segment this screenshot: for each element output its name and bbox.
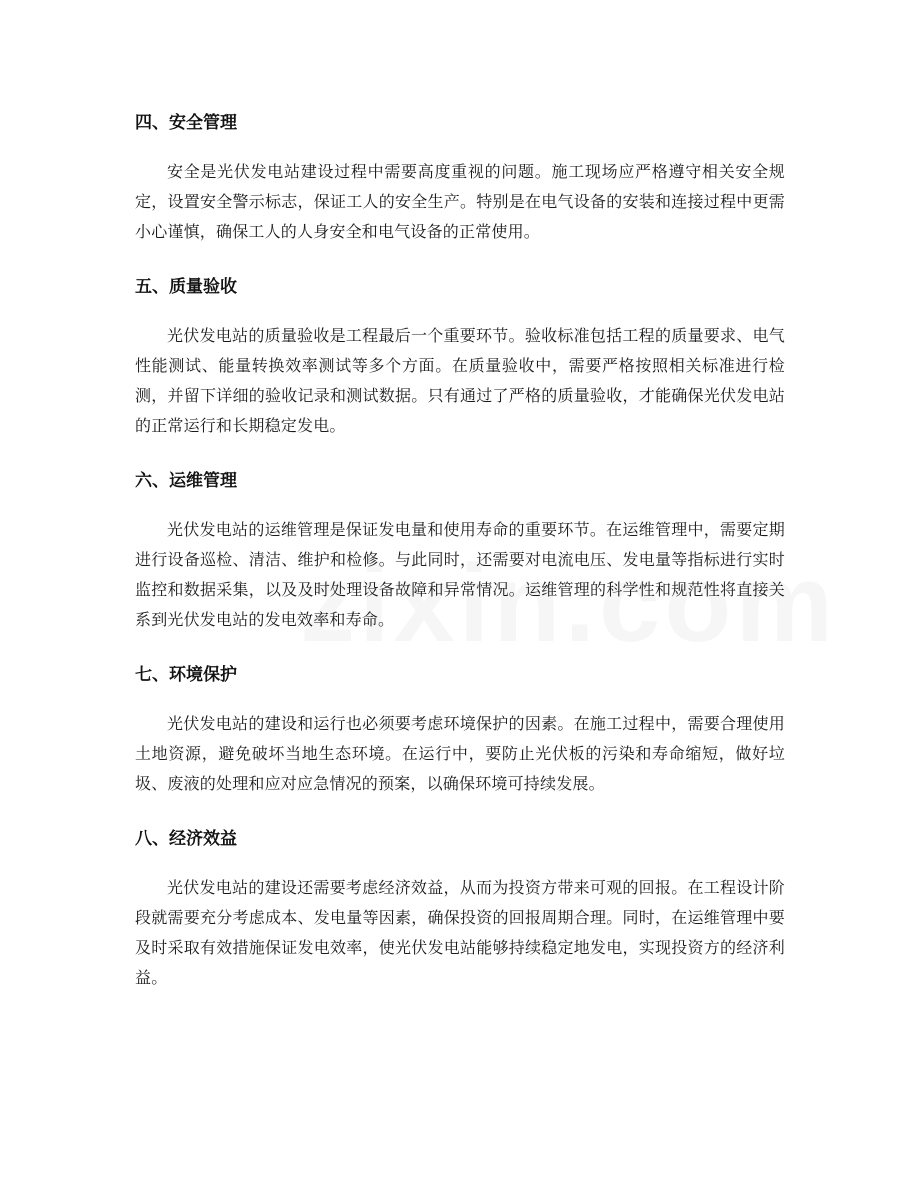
section-paragraph: 光伏发电站的质量验收是工程最后一个重要环节。验收标准包括工程的质量要求、电气性能测试、能量转换效率测试等多个方面。在质量验收中，需要严格按照相关标准进行检测，并留下详细的验收记录和测试数据。只有通过了严格的质量验收，才能确保光伏发电站的正常运行和长期稳定发电。 xyxy=(135,326,785,435)
section-heading: 八、经济效益 xyxy=(135,829,237,849)
section-heading: 六、运维管理 xyxy=(135,471,237,491)
section-safety-management xyxy=(135,106,785,247)
section-environmental-protection xyxy=(135,658,785,799)
section-operation-maintenance xyxy=(135,464,785,635)
section-economic-benefit xyxy=(135,822,785,993)
section-paragraph: 光伏发电站的运维管理是保证发电量和使用寿命的重要环节。在运维管理中，需要定期进行设备巡检、清洁、维护和检修。与此同时，还需要对电流电压、发电量等指标进行实时监控和数据采集，以及及时处理设备故障和异常情况。运维管理的科学性和规范性将直接关系到光伏发电站的发电效率和寿命。 xyxy=(135,520,785,629)
section-heading: 五、质量验收 xyxy=(135,277,237,297)
section-paragraph: 安全是光伏发电站建设过程中需要高度重视的问题。施工现场应严格遵守相关安全规定，设置安全警示标志，保证工人的安全生产。特别是在电气设备的安装和连接过程中更需小心谨慎，确保工人的人身安全和电气设备的正常使用。 xyxy=(135,162,785,241)
section-paragraph: 光伏发电站的建设和运行也必须要考虑环境保护的因素。在施工过程中，需要合理使用土地资源，避免破坏当地生态环境。在运行中，要防止光伏板的污染和寿命缩短，做好垃圾、废液的处理和应对应急情况的预案，以确保环境可持续发展。 xyxy=(135,714,785,793)
section-heading: 七、环境保护 xyxy=(135,665,237,685)
section-quality-acceptance xyxy=(135,270,785,441)
document-content xyxy=(135,106,785,1016)
section-paragraph: 光伏发电站的建设还需要考虑经济效益，从而为投资方带来可观的回报。在工程设计阶段就需要充分考虑成本、发电量等因素，确保投资的回报周期合理。同时，在运维管理中要及时采取有效措施保证发电效率，使光伏发电站能够持续稳定地发电，实现投资方的经济利益。 xyxy=(135,878,785,987)
section-heading: 四、安全管理 xyxy=(135,113,237,133)
